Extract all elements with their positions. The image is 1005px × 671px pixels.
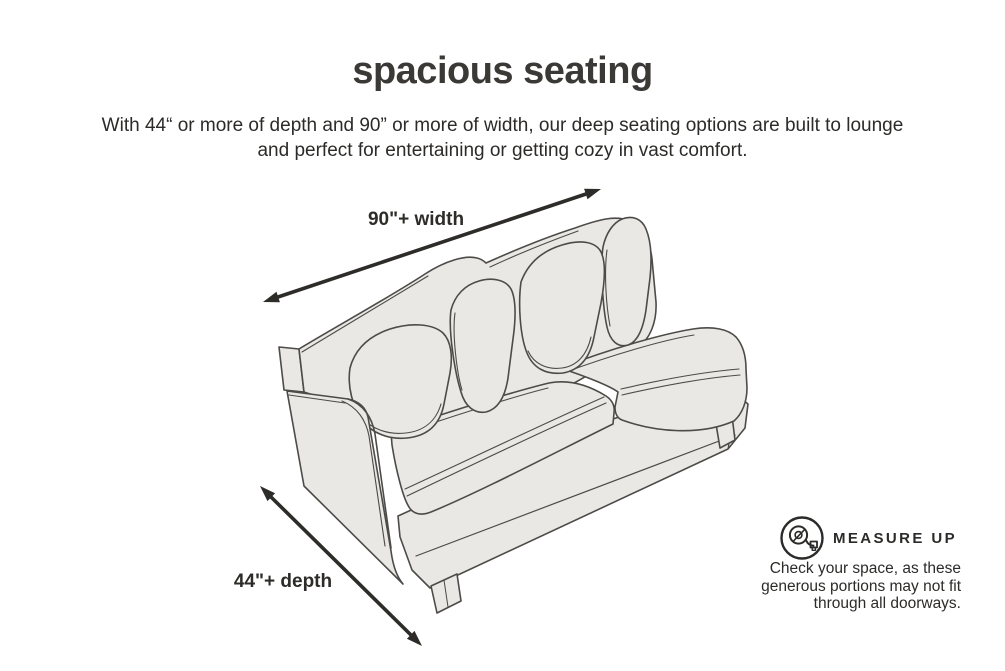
measure-up-note (701, 560, 961, 613)
page-title: spacious seating (352, 50, 653, 92)
measure-up-note-line-1: Check your space, as these (769, 560, 961, 577)
subtitle-line-1: With 44“ or more of depth and 90” or more of width, our deep seating options are built to lounge (101, 115, 904, 136)
subtitle-line-2: and perfect for entertaining or getting cozy in vast comfort. (257, 140, 748, 161)
measure-up-note-line-3: through all doorways. (813, 595, 961, 612)
width-dimension-label: 90"+ width (367, 209, 465, 230)
sofa-illustration (279, 217, 748, 613)
tape-measure-icon (778, 514, 826, 562)
depth-dimension-label: 44"+ depth (233, 571, 333, 592)
measure-up-note-line-2: generous portions may not fit (761, 577, 961, 595)
measure-up-heading: MEASURE UP (833, 530, 958, 547)
